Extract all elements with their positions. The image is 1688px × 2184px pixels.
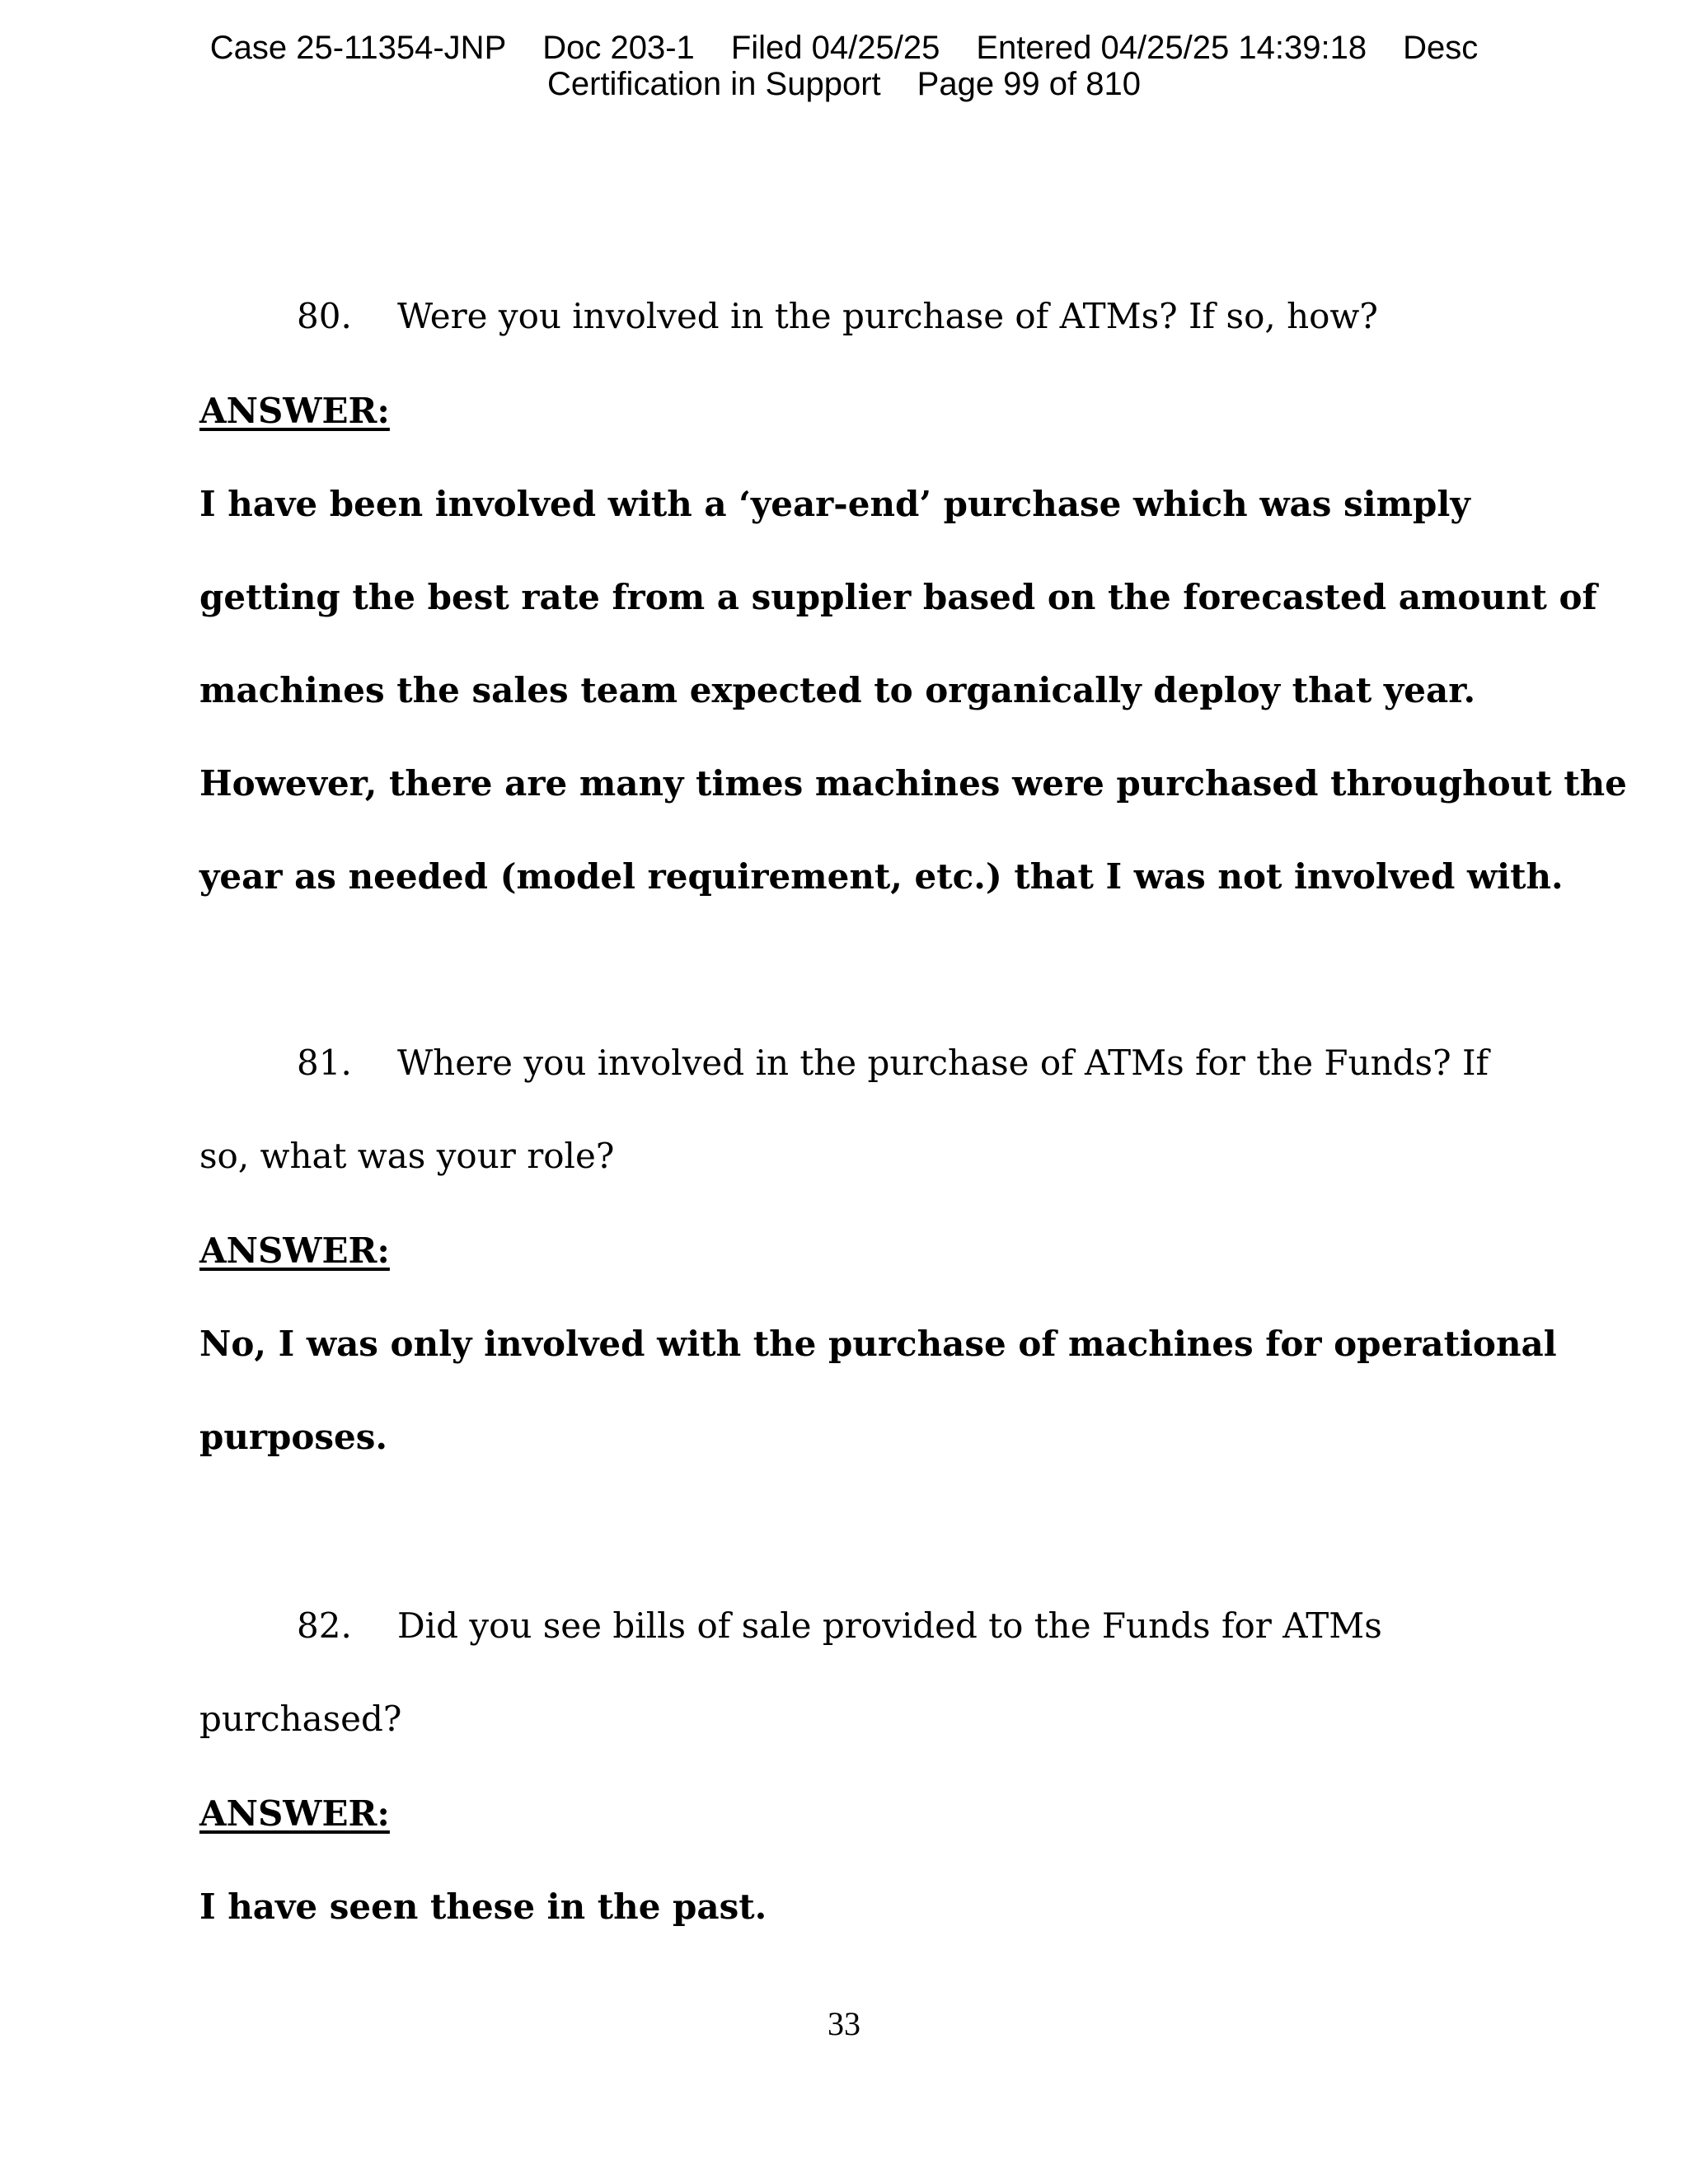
question-text-line: Were you involved in the purchase of ATMs? If so, how?	[397, 296, 1378, 336]
case-number: Case 25-11354-JNP	[209, 30, 507, 66]
answer-text-line: I have seen these in the past.	[199, 1886, 767, 1927]
filing-header-line-2	[0, 66, 1688, 102]
entered-date: Entered 04/25/25 14:39:18	[976, 30, 1367, 66]
filing-header	[0, 30, 1688, 102]
answer-label: ANSWER:	[199, 391, 390, 431]
answer-text-line: No, I was only involved with the purchase of machines for operational	[199, 1324, 1557, 1364]
doc-number: Doc 203-1	[542, 30, 695, 66]
filing-header-line-1	[0, 30, 1688, 66]
answer-text-line: year as needed (model requirement, etc.) that I was not involved with.	[199, 856, 1564, 897]
doc-description: Certification in Support	[546, 66, 881, 102]
answer-text-line: purposes.	[199, 1417, 388, 1457]
question-number: 82.	[297, 1605, 352, 1646]
answer-label: ANSWER:	[199, 1793, 390, 1834]
desc-label: Desc	[1403, 30, 1479, 66]
filed-date: Filed 04/25/25	[730, 30, 940, 66]
question-number: 80.	[297, 296, 352, 336]
answer-label: ANSWER:	[199, 1230, 390, 1271]
answer-text-line: machines the sales team expected to organically deploy that year.	[199, 670, 1476, 710]
question-text-line: Where you involved in the purchase of ATMs for the Funds? If	[397, 1043, 1489, 1083]
page-count: Page 99 of 810	[917, 66, 1141, 102]
question-text-line: so, what was your role?	[199, 1136, 615, 1176]
page-number: 33	[828, 2005, 860, 2042]
question-text-line: purchased?	[199, 1699, 402, 1739]
question-text-line: Did you see bills of sale provided to the Funds for ATMs	[397, 1605, 1382, 1646]
answer-text-line: However, there are many times machines were purchased throughout the	[199, 763, 1627, 804]
question-number: 81.	[297, 1043, 352, 1083]
answer-text-line: getting the best rate from a supplier based on the forecasted amount of	[199, 577, 1597, 617]
answer-text-line: I have been involved with a ‘year-end’ purchase which was simply	[199, 484, 1470, 524]
